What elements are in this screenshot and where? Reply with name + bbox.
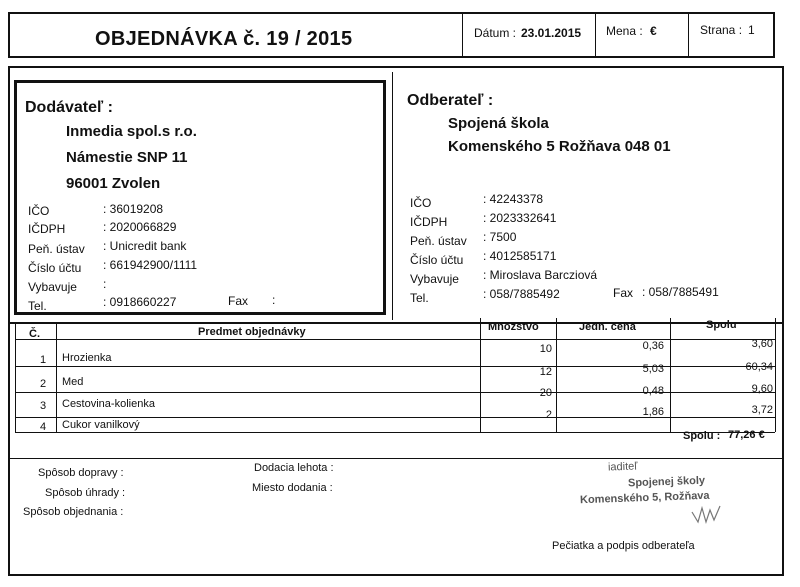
customer-ico-label: IČO — [410, 196, 432, 210]
table-row-1-unit: 0,36 — [642, 340, 664, 352]
customer-bank-label: Peň. ústav — [410, 234, 467, 248]
customer-fax-value: : 058/7885491 — [642, 285, 719, 299]
ordering-label: Spôsob objednania : — [23, 506, 124, 518]
supplier-bank-label: Peň. ústav — [28, 242, 85, 256]
supplier-icdph-value: : 2020066829 — [103, 220, 177, 234]
supplier-icdph-label: IČDPH — [28, 222, 66, 236]
customer-account-value: : 4012585171 — [483, 249, 557, 263]
stamp-line-2: Spojenej školy — [627, 474, 706, 490]
customer-icdph-label: IČDPH — [410, 215, 448, 229]
currency-value: € — [650, 24, 657, 38]
header-divider-3 — [688, 13, 689, 57]
customer-contact-label: Vybavuje — [410, 272, 459, 286]
table-row-4-qty: 2 — [545, 409, 552, 421]
supplier-fax-label: Fax — [228, 294, 249, 308]
supplier-contact-value: : — [103, 277, 107, 291]
table-col-line-1 — [15, 324, 16, 432]
table-top-line — [9, 322, 784, 324]
table-row-1-item: Hrozienka — [62, 352, 112, 364]
table-col-line-6 — [775, 318, 776, 432]
table-row-3-item: Cestovina-kolienka — [62, 398, 155, 410]
table-row-4-item: Cukor vanilkový — [62, 419, 140, 431]
table-col-line-5 — [670, 318, 671, 432]
customer-phone-value: : 058/7885492 — [483, 287, 560, 301]
supplier-account-label: Číslo účtu — [28, 261, 82, 275]
supplier-city: 96001 Zvolen — [66, 175, 161, 192]
supplier-ico-value: : 36019208 — [103, 202, 164, 216]
delivery-place-label: Miesto dodania : — [252, 482, 333, 494]
table-col-line-3 — [480, 318, 481, 432]
customer-phone-label: Tel. — [410, 291, 429, 305]
table-sum-line — [9, 458, 784, 459]
customer-account-label: Číslo účtu — [410, 253, 464, 267]
currency-label: Mena : — [606, 24, 643, 38]
table-row-3-qty: 20 — [539, 387, 552, 399]
party-divider — [392, 72, 393, 320]
customer-address: Komenského 5 Rožňava 048 01 — [448, 138, 671, 155]
table-row-3-total: 9,60 — [751, 383, 773, 395]
table-row-2-unit: 5,03 — [642, 363, 664, 375]
customer-heading: Odberateľ : — [407, 92, 494, 109]
col-header-item: Predmet objednávky — [198, 326, 306, 338]
supplier-phone-label: Tel. — [28, 299, 47, 313]
col-header-no: Č. — [29, 328, 40, 340]
document-title: OBJEDNÁVKA č. 19 / 2015 — [95, 28, 353, 50]
supplier-name: Inmedia spol.s r.o. — [66, 123, 197, 140]
customer-ico-value: : 42243378 — [483, 192, 544, 206]
customer-contact-value: : Miroslava Barcziová — [483, 268, 598, 282]
table-row-4-no: 4 — [40, 421, 47, 433]
table-bottom-line — [15, 432, 775, 433]
table-row-1-qty: 10 — [539, 343, 552, 355]
header-divider-1 — [462, 13, 463, 57]
transport-label: Spôsob dopravy : — [38, 467, 124, 479]
supplier-fax-value: : — [272, 293, 276, 307]
customer-name: Spojená škola — [448, 115, 549, 132]
customer-bank-value: : 7500 — [483, 230, 517, 244]
supplier-street: Námestie SNP 11 — [66, 149, 188, 166]
signature-label: Pečiatka a podpis odberateľa — [552, 540, 695, 552]
sum-value: 77,26 € — [728, 429, 765, 441]
table-row-2-no: 2 — [40, 378, 47, 390]
table-row-4-total: 3,72 — [751, 404, 773, 416]
date-label: Dátum : — [474, 26, 517, 40]
sum-label: Spolu : — [683, 430, 721, 442]
date-value: 23.01.2015 — [521, 26, 582, 40]
table-row-1-total: 3,60 — [751, 338, 773, 350]
table-row-2-item: Med — [62, 376, 84, 388]
customer-fax-label: Fax — [613, 286, 634, 300]
stamp-line-3: Komenského 5, Rožňava — [579, 489, 710, 507]
stamp-line-1: iaditeľ — [607, 460, 638, 474]
table-row-3-unit: 0,48 — [642, 385, 664, 397]
supplier-contact-label: Vybavuje — [28, 280, 77, 294]
page-value: 1 — [748, 23, 755, 37]
supplier-account-value: : 661942900/1111 — [103, 258, 198, 272]
signature-scribble — [690, 500, 730, 528]
table-row-2-total: 60,34 — [745, 361, 773, 373]
supplier-phone-value: : 0918660227 — [103, 295, 177, 309]
table-row-3-no: 3 — [40, 400, 47, 412]
table-row-2-qty: 12 — [539, 366, 552, 378]
customer-icdph-value: : 2023332641 — [483, 211, 557, 225]
payment-label: Spôsob úhrady : — [45, 487, 126, 499]
table-col-line-4 — [556, 318, 557, 432]
header-divider-2 — [595, 13, 596, 57]
page-label: Strana : — [700, 23, 743, 37]
col-header-total: Spolu — [706, 319, 737, 331]
supplier-heading: Dodávateľ : — [25, 99, 113, 116]
table-row-4-unit: 1,86 — [642, 406, 664, 418]
supplier-ico-label: IČO — [28, 204, 50, 218]
table-col-line-2 — [56, 324, 57, 432]
table-row-1-no: 1 — [40, 354, 47, 366]
col-header-qty: Množstvo — [488, 321, 539, 333]
supplier-bank-value: : Unicredit bank — [103, 239, 187, 253]
col-header-unit: Jedn. cena — [579, 321, 636, 333]
delivery-time-label: Dodacia lehota : — [254, 462, 334, 474]
